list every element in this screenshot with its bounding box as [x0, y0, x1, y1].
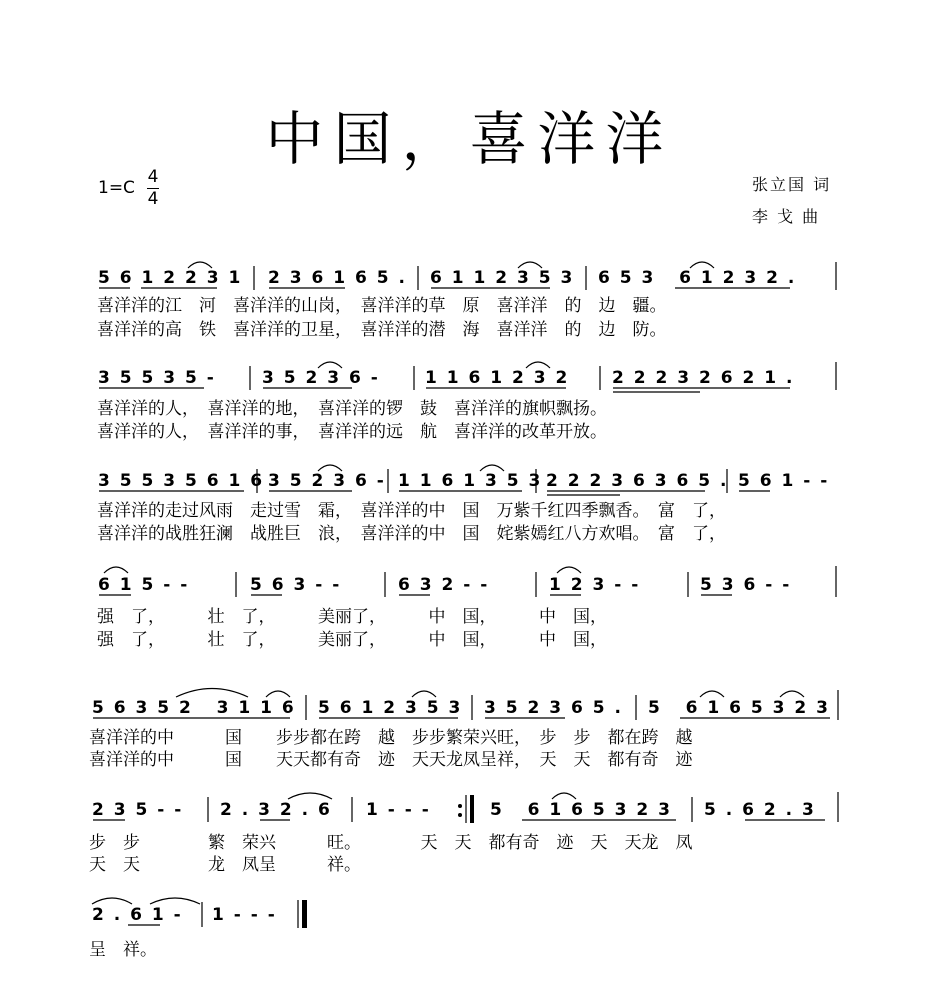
measure-notes: 5 6 1 2 3 5 3 — [318, 698, 463, 718]
slur — [176, 689, 248, 698]
lyrics-verse-2: 喜洋洋的高 铁 喜洋洋的卫星， 喜洋洋的潜 海 喜洋洋 的 边 防。 — [97, 320, 667, 340]
measure-notes: 2 3 6 1 6 5 . — [268, 268, 407, 288]
slur — [266, 691, 290, 697]
lyrics-verse-1: 呈 祥。 — [89, 940, 157, 960]
measure-notes: 2 . 3 2 . 6 — [220, 800, 332, 820]
slur — [92, 898, 132, 904]
final-bar — [298, 900, 307, 928]
slur — [552, 793, 576, 799]
time-signature-bottom: 4 — [147, 189, 159, 209]
measure-notes: 5 6 3 5 2 3 1 1 6 — [92, 698, 296, 718]
measure-notes: 1 - - - — [212, 905, 277, 925]
lyrics-verse-1: 强 了， 壮 了， 美丽了， 中 国， 中 国， — [97, 607, 607, 627]
measure-notes: 3 5 2 3 6 - — [268, 471, 386, 491]
measure-notes: 2 3 5 - - — [92, 800, 184, 820]
repeat-sign — [458, 795, 474, 823]
measure-notes: 6 1 1 2 3 5 3 — [430, 268, 575, 288]
system-4 — [97, 575, 791, 650]
measure-notes: 5 6 3 - - — [250, 575, 342, 595]
lyrics-verse-2: 喜洋洋的中 国 天天都有奇 迹 天天龙凤呈祥， 天 天 都有奇 迹 — [89, 750, 693, 770]
lyrics-verse-2: 强 了， 壮 了， 美丽了， 中 国， 中 国， — [97, 630, 607, 650]
measure-notes: 3 5 2 3 6 - — [262, 368, 380, 388]
lyrics-verse-2: 喜洋洋的战胜狂澜 战胜巨 浪， 喜洋洋的中 国 姹紫嫣红八方欢唱。 富 了， — [97, 524, 726, 544]
measure-notes: 1 1 6 1 3 5 3 — [398, 471, 543, 491]
system-7 — [89, 905, 277, 960]
measure-notes: 6 1 5 - - — [98, 575, 190, 595]
system-1 — [97, 268, 796, 340]
lyrics-verse-2: 天 天 龙 凤呈 祥。 — [89, 855, 361, 875]
measure-notes: 2 2 2 3 2 6 2 1 . — [612, 368, 795, 388]
measure-notes: 5 6 1 6 5 3 2 3 — [648, 698, 830, 718]
slur — [104, 567, 128, 573]
slur — [150, 898, 200, 904]
measure-notes: 3 5 5 3 5 6 1 6 — [98, 471, 265, 491]
measure-notes: 5 6 1 6 5 3 2 3 — [490, 800, 672, 820]
measure-notes: 3 5 5 3 5 - — [98, 368, 216, 388]
measure-notes: 1 2 3 - - — [549, 575, 641, 595]
measure-notes: 1 - - - — [366, 800, 431, 820]
song-title: 中国，喜洋洋 — [265, 105, 674, 173]
measure-notes: 2 . 6 1 - — [92, 905, 183, 925]
lyrics-verse-2: 喜洋洋的人， 喜洋洋的事， 喜洋洋的远 航 喜洋洋的改革开放。 — [97, 422, 607, 442]
repeat-dot — [458, 804, 462, 808]
measure-notes: 5 6 1 2 2 3 1 — [98, 268, 243, 288]
measure-notes: 3 5 2 3 6 5 . — [484, 698, 623, 718]
lyrics-verse-1: 喜洋洋的江 河 喜洋洋的山岗， 喜洋洋的草 原 喜洋洋 的 边 疆。 — [97, 296, 667, 316]
measure-notes: 2 2 2 3 6 3 6 5 . — [546, 471, 729, 491]
system-2 — [97, 368, 794, 442]
system-5 — [89, 698, 830, 770]
composer-credit: 李 戈 曲 — [752, 207, 821, 226]
lyrics-verse-1: 步 步 繁 荣兴 旺。 天 天 都有奇 迹 天 天龙 凤 — [89, 833, 693, 853]
system-3 — [97, 471, 829, 544]
time-signature-top: 4 — [147, 167, 159, 187]
measure-notes: 6 3 2 - - — [398, 575, 490, 595]
measure-notes: 5 . 6 2 . 3 — [704, 800, 816, 820]
key-signature: 1=C — [98, 178, 135, 198]
repeat-dot — [458, 813, 462, 817]
slur — [412, 691, 436, 697]
measure-notes: 1 1 6 1 2 3 2 — [425, 368, 570, 388]
system-6 — [89, 800, 816, 875]
slur — [557, 567, 581, 573]
lyrics-verse-1: 喜洋洋的走过风雨 走过雪 霜， 喜洋洋的中 国 万紫千红四季飘香。 富 了， — [97, 501, 726, 521]
slur — [700, 691, 724, 697]
measure-notes: 5 3 6 - - — [700, 575, 792, 595]
slur — [288, 793, 332, 799]
lyricist-credit: 张立国 词 — [752, 175, 832, 194]
lyrics-verse-1: 喜洋洋的中 国 步步都在跨 越 步步繁荣兴旺， 步 步 都在跨 越 — [89, 728, 693, 748]
lyrics-verse-1: 喜洋洋的人， 喜洋洋的地， 喜洋洋的锣 鼓 喜洋洋的旗帜飘扬。 — [97, 399, 607, 419]
slur — [780, 691, 804, 697]
measure-notes: 5 6 1 - - — [738, 471, 830, 491]
thick-bar-line — [470, 795, 474, 823]
thick-bar-line — [302, 900, 307, 928]
measure-notes: 6 5 3 6 1 2 3 2 . — [598, 268, 797, 288]
